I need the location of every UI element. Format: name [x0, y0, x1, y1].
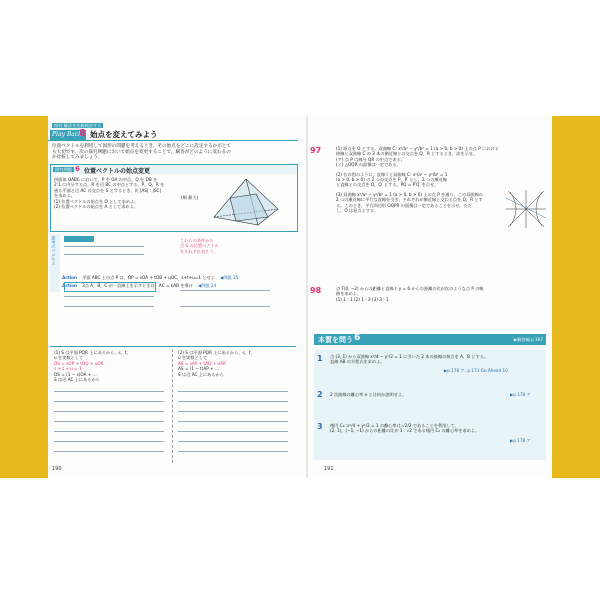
tetrahedron-figure — [206, 175, 286, 229]
solution-line: u を実数として — [54, 355, 84, 361]
example-title: 位置ベクトルの始点変更 — [84, 168, 151, 175]
question-line: 楕円 C₁: x²/4 + y²/2 = 1 の離心率は √2/2 であることを利用して， — [330, 423, 459, 428]
left-yellow-band — [0, 116, 48, 478]
problem-line: 2 つの漸近線に平行な直線を引き，それぞれが漸近線と交わる点を Q，R とす — [336, 197, 483, 203]
playback-label: Play Back — [52, 131, 82, 138]
example-header — [51, 165, 297, 174]
rule — [54, 421, 164, 422]
page-number: 191 — [324, 466, 334, 472]
rule — [64, 296, 154, 297]
process-flow-box — [64, 282, 156, 292]
action-ref: ◀例題 24 — [197, 283, 217, 288]
problem-line: 四面体 OABC において，P を OA の中点，Q を OB を — [54, 177, 158, 182]
rule — [178, 401, 288, 402]
problem-line: (1) 原点を O とする。双曲線 C: x²/a² − y²/b² = 1 (a > 0, b > 0) 上の点 P における — [336, 146, 499, 151]
question-line: 直線 AB の方程式を求めよ。 — [330, 359, 385, 365]
page-number: 190 — [52, 466, 62, 472]
solution-line: u を実数として — [178, 355, 208, 361]
problem-line: し，O は原点とする。 — [336, 208, 379, 214]
rule — [54, 451, 164, 452]
solution-line: AS = sAP + tAQ + uAR — [178, 360, 226, 366]
thinking-process — [50, 234, 296, 342]
problem-line: (2) 位置ベクトルの始点を A として求めよ。 — [54, 204, 138, 210]
solution-line: (2) S は平面 PQR 上にあるから，s，t， — [178, 350, 255, 355]
intro-line: 位置ベクトルを利用して図形の問題を考えるとき，その始点をどこに設定するかがとて — [52, 144, 231, 149]
problem-98 — [310, 286, 484, 302]
right-yellow-band — [552, 116, 600, 478]
action-text: 3点 A，B，C が一直線上を示すときは，AC = kAB を導け — [82, 283, 193, 288]
question-number-3: 3 — [317, 422, 323, 431]
left-page — [48, 116, 306, 478]
header-rule — [48, 140, 298, 141]
section-ref: ▶解答編 p.167 — [513, 337, 543, 342]
solution-line: OS = (1 − s)OA + ... — [54, 371, 97, 377]
intro-text — [52, 144, 231, 161]
pink-note-line: 点 S の位置ベクトル — [180, 243, 219, 249]
playback-header — [48, 124, 298, 141]
rule — [54, 411, 164, 412]
rule — [180, 306, 270, 307]
problem-line: 点 F(0, −2) からの距離と直線 l: y = 6 からの距離の比が次のような点 P の軌 — [336, 286, 484, 291]
action-label: Action — [62, 283, 78, 288]
solution-right — [178, 350, 255, 377]
rule — [54, 441, 164, 442]
problem-line: (1) 1 : 1 (2) 1 : 3 (3) 3 : 1 — [336, 296, 389, 302]
process-side-label: 思考のプロセス — [51, 236, 57, 266]
section-number: 6 — [354, 333, 361, 343]
condition-tag — [64, 236, 94, 242]
problem-line: (a > 0, b > 0) の 2 つの交点を P，P′ とし，2 つの漸近線 — [336, 177, 447, 183]
rule — [178, 441, 288, 442]
rule — [178, 431, 288, 432]
solution-line: OS = sOP + tOQ + uOR — [54, 360, 104, 366]
problem-97 — [310, 146, 499, 214]
rule — [178, 451, 288, 452]
example-label: 探究例題 — [55, 167, 72, 172]
action-label: Action — [62, 275, 78, 280]
solution-line: S は辺 AC 上にあるから — [54, 377, 100, 383]
solution-divider — [172, 349, 173, 463]
rule — [178, 391, 288, 392]
question-line: 点 (3, 1) から双曲線 x²/4 − y²/2 = 1 に引いた 2 本の接線の接点を A，B とする。 — [330, 354, 489, 359]
question-3 — [330, 423, 479, 434]
rule — [54, 401, 164, 402]
playback-title: 始点を変えてみよう — [90, 130, 158, 139]
rule — [64, 254, 144, 255]
solution-line: (1) S は平面 PQR 上にあるから，s，t， — [54, 350, 131, 355]
problem-line: (3) 双曲線 x²/a² − y²/b² = 1 (a > 0, b > 0) 上の点 P を通り，この双曲線の — [336, 191, 483, 197]
rule — [64, 246, 144, 247]
right-page — [308, 116, 552, 478]
hyperbola-figure — [504, 188, 548, 230]
question-number-2: 2 — [317, 390, 323, 399]
problem-number: 97 — [310, 146, 322, 155]
section-title: 本質を問う — [318, 336, 353, 344]
rule — [178, 411, 288, 412]
pink-note-line: これらの条件から — [180, 238, 214, 243]
intro-line: か比較してみましょう。 — [52, 155, 103, 161]
inquiry-tag: 探究 解法を比較検討する — [54, 123, 102, 128]
problem-line: 2:1 に内分する点，R を辺 BC の中点とする。P，Q，R を — [54, 182, 165, 188]
solution-area — [50, 346, 296, 467]
problem-line: 接線と双曲線 C の 2 本の漸近線との交点を Q，R とするとき，次を示せ。 — [336, 151, 477, 157]
question-number-1: 1 — [317, 354, 323, 363]
problem-line: る。このとき，平行四辺形 OQPR の面積は一定であることを示せ。ただ — [336, 202, 472, 208]
section-banner — [314, 334, 546, 345]
solution-line: AS = (1 − t)AP + ... — [178, 366, 219, 372]
problem-line: 跡を求めよ。 — [336, 291, 362, 297]
playback-badge — [50, 130, 86, 140]
question-2 — [330, 392, 406, 397]
question-ref: ▶p.178 ア — [510, 438, 531, 443]
problem-line: と直線との交点を Q，Q′ とする。PQ = P′Q′ を示せ。 — [336, 182, 439, 188]
problem-text — [54, 177, 164, 209]
problem-line: 通る平面と辺 AC の交点を S とするとき，比 |AS| : |SC| — [54, 187, 161, 193]
pink-note — [180, 238, 219, 254]
problem-line: を求めよ。 — [54, 193, 75, 199]
intro-line: も大切です。次の探究例題において始点を変更することで，解答がどのように変わるの — [52, 149, 231, 155]
question-ref: ▶p.178 ア — [510, 392, 531, 397]
problem-source: (類 静大) — [181, 195, 199, 200]
rule — [178, 421, 288, 422]
problem-line: (2) 右の図のように，直線 l と双曲線 C: x²/a² − y²/b² = 1 — [336, 171, 448, 177]
rule — [180, 290, 270, 291]
rule — [64, 306, 154, 307]
playback-number: 8 — [79, 128, 86, 139]
problem-line: (イ) △OQR の面積は一定である。 — [336, 162, 401, 168]
solution-line: s + t + u = 1 — [54, 366, 82, 372]
problem-number: 98 — [310, 286, 322, 295]
pink-note-line: をそれぞれ表そう。 — [180, 248, 218, 254]
example-number: 6 — [75, 165, 80, 173]
action-text: 平面 ABC 上の点 P は，OP = sOA + tOB + uOC，s+t+u=1 とせよ — [82, 275, 215, 280]
action-ref: ◀例題 25 — [220, 275, 239, 280]
essential-questions — [314, 350, 546, 460]
example-box — [50, 164, 298, 232]
question-1 — [330, 354, 488, 365]
problem-line: (1) 位置ベクトルの始点を O として求めよ。 — [54, 198, 139, 204]
solution-line: S は辺 AC 上にあるから — [178, 371, 224, 377]
rule — [54, 431, 164, 432]
question-line: 2 次曲線の離心率 e とは何か説明せよ。 — [330, 392, 407, 397]
question-ref: ▶p.178 ア, p.173 Go Ahead 10 — [444, 368, 508, 373]
rule — [54, 391, 164, 392]
problem-line: (ア) 点 P は線分 QR の中点である。 — [336, 156, 405, 162]
solution-left — [54, 350, 131, 382]
question-line: (2, 1)，(−1, −1) からの距離の比が 1 : √2 である楕円 C₂ の離心率を求めよ。 — [330, 428, 480, 434]
